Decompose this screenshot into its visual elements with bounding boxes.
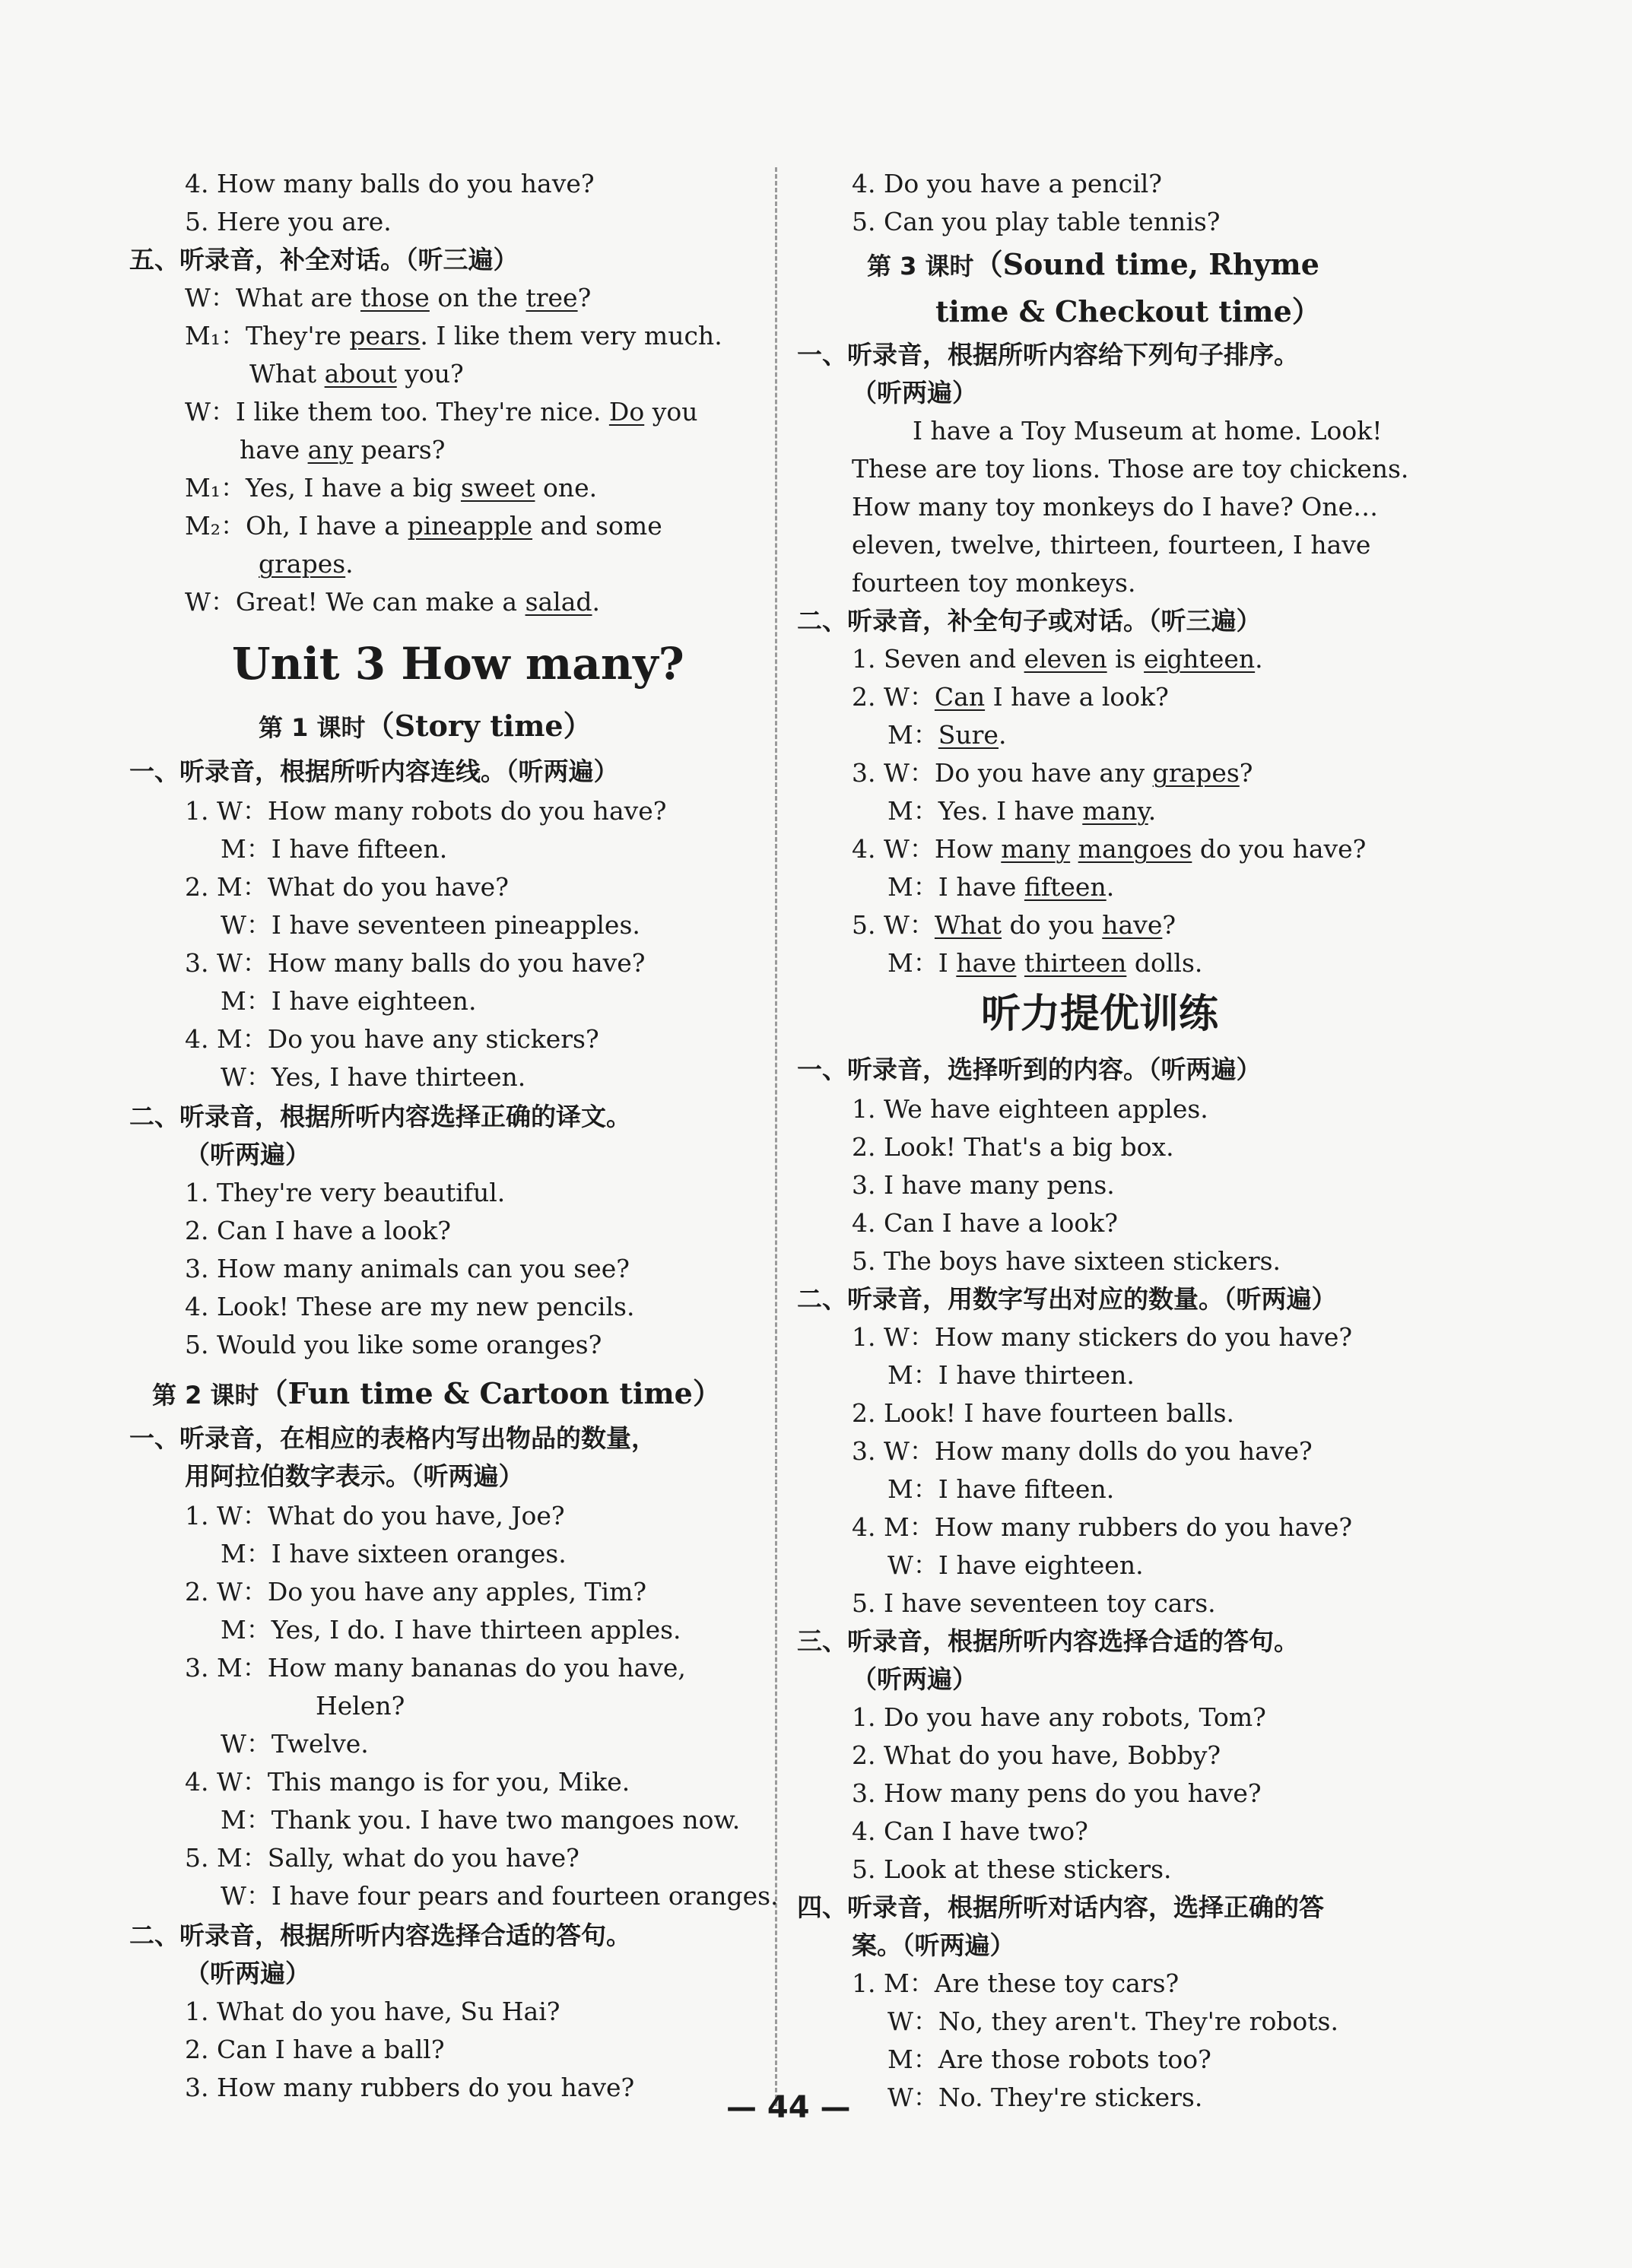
right-item-line: M：I have thirteen.	[887, 1360, 1135, 1390]
dialogue-line: W：What are those on the tree?	[185, 283, 592, 312]
section-heading-note: （听两遍）	[852, 1664, 977, 1694]
left-item-line: W：Twelve.	[221, 1729, 369, 1759]
right-item-line: 5. I have seventeen toy cars.	[852, 1588, 1216, 1618]
unit-title: Unit 3 How many?	[232, 638, 684, 690]
fill-line: 3. W：Do you have any grapes?	[852, 758, 1253, 788]
left-item-line: 5. Here you are.	[185, 207, 392, 236]
section-heading: 二、听录音，用数字写出对应的数量。（听两遍）	[797, 1284, 1337, 1314]
section-heading: 一、听录音，选择听到的内容。（听两遍）	[797, 1055, 1262, 1084]
left-item-line: W：I have four pears and fourteen oranges.	[221, 1881, 779, 1911]
page-number: — 44 —	[726, 2090, 851, 2125]
lesson-title-2: 第 2 课时（Fun time & Cartoon time）	[152, 1376, 722, 1410]
section-heading: 一、听录音，根据所听内容连线。（听两遍）	[129, 757, 619, 786]
paragraph-line: These are toy lions. Those are toy chickens.	[852, 454, 1409, 484]
column-divider	[775, 167, 777, 2106]
left-item-line: 5. Would you like some oranges?	[185, 1330, 602, 1359]
dialogue-line: W：Great! We can make a salad.	[185, 587, 601, 617]
right-item-line: 1. Do you have any robots, Tom?	[852, 1702, 1266, 1732]
right-item-line: M：Are those robots too?	[887, 2044, 1211, 2074]
section-heading-note: （听两遍）	[852, 378, 977, 408]
left-item-line: M：Yes, I do. I have thirteen apples.	[221, 1615, 681, 1645]
left-item-line: M：I have fifteen.	[221, 834, 448, 864]
right-item-line: 4. Can I have a look?	[852, 1208, 1118, 1238]
left-item-line: 3. M：How many bananas do you have,	[185, 1653, 686, 1683]
left-item-line: 3. W：How many balls do you have?	[185, 948, 646, 978]
left-item-line: W：Yes, I have thirteen.	[221, 1062, 526, 1092]
paragraph-line: I have a Toy Museum at home. Look!	[913, 416, 1383, 446]
section-heading: 一、听录音，根据所听内容给下列句子排序。	[797, 340, 1299, 370]
lesson-title-3-cont: time & Checkout time）	[935, 294, 1321, 328]
section-heading-cont: 案。（听两遍）	[852, 1930, 1015, 1960]
right-item-line: 5. Can you play table tennis?	[852, 207, 1221, 236]
paragraph-line: How many toy monkeys do I have? One…	[852, 492, 1379, 522]
right-item-line: W：I have eighteen.	[887, 1550, 1144, 1580]
left-item-line: 2. Can I have a look?	[185, 1216, 451, 1245]
right-item-line: 2. Look! I have fourteen balls.	[852, 1398, 1234, 1428]
section-heading: 二、听录音，根据所听内容选择正确的译文。	[129, 1102, 631, 1131]
dialogue-line: M₁：Yes, I have a big sweet one.	[185, 473, 598, 503]
dialogue-line: M₁：They're pears. I like them very much.	[185, 321, 722, 351]
dialogue-line: have any pears?	[240, 435, 446, 465]
fill-line: M：Sure.	[887, 720, 1007, 750]
right-item-line: W：No, they aren't. They're robots.	[887, 2006, 1338, 2036]
left-item-line: W：I have seventeen pineapples.	[221, 910, 640, 940]
right-item-line: 4. Can I have two?	[852, 1816, 1088, 1846]
left-item-line: 2. W：Do you have any apples, Tim?	[185, 1577, 647, 1607]
fill-line: M：Yes. I have many.	[887, 796, 1157, 826]
paragraph-line: eleven, twelve, thirteen, fourteen, I have	[852, 530, 1371, 560]
section-heading-wu: 五、听录音，补全对话。（听三遍）	[129, 245, 519, 274]
fill-line: M：I have thirteen dolls.	[887, 948, 1203, 978]
right-item-line: 3. W：How many dolls do you have?	[852, 1436, 1313, 1466]
right-item-line: 1. W：How many stickers do you have?	[852, 1322, 1353, 1352]
fill-line: 4. W：How many mangoes do you have?	[852, 834, 1367, 864]
left-item-line: M：I have eighteen.	[221, 986, 477, 1016]
left-item-line: 4. M：Do you have any stickers?	[185, 1024, 599, 1054]
section-heading-cont: 用阿拉伯数字表示。（听两遍）	[185, 1461, 524, 1491]
section-heading: 三、听录音，根据所听内容选择合适的答句。	[797, 1626, 1299, 1656]
section-heading-note: （听两遍）	[185, 1140, 310, 1169]
left-item-line: M：I have sixteen oranges.	[221, 1539, 567, 1569]
left-item-line: 4. How many balls do you have?	[185, 169, 595, 198]
right-item-line: 1. We have eighteen apples.	[852, 1094, 1208, 1124]
left-item-line: 1. They're very beautiful.	[185, 1178, 506, 1207]
paragraph-line: fourteen toy monkeys.	[852, 568, 1136, 598]
fill-line: 5. W：What do you have?	[852, 910, 1176, 940]
left-item-line: 4. Look! These are my new pencils.	[185, 1292, 635, 1321]
left-item-line: 1. W：What do you have, Joe?	[185, 1501, 565, 1531]
fill-line: 2. W：Can I have a look?	[852, 682, 1169, 712]
right-item-line: 4. M：How many rubbers do you have?	[852, 1512, 1353, 1542]
dialogue-line: grapes.	[259, 549, 354, 579]
right-item-line: 5. Look at these stickers.	[852, 1854, 1172, 1884]
right-item-line: W：No. They're stickers.	[887, 2082, 1203, 2112]
left-item-line: 1. W：How many robots do you have?	[185, 796, 667, 826]
left-item-line: 2. M：What do you have?	[185, 872, 509, 902]
dialogue-line: M₂：Oh, I have a pineapple and some	[185, 511, 662, 541]
right-item-line: 4. Do you have a pencil?	[852, 169, 1162, 198]
fill-line: 1. Seven and eleven is eighteen.	[852, 644, 1263, 674]
right-item-line: 2. Look! That's a big box.	[852, 1132, 1174, 1162]
section-heading: 二、听录音，补全句子或对话。（听三遍）	[797, 606, 1262, 636]
right-item-line: 3. How many pens do you have?	[852, 1778, 1262, 1808]
fill-line: M：I have fifteen.	[887, 872, 1115, 902]
lesson-title-3: 第 3 课时（Sound time, Rhyme	[867, 247, 1319, 281]
left-item-line: 3. How many animals can you see?	[185, 1254, 630, 1283]
right-item-line: 5. The boys have sixteen stickers.	[852, 1246, 1281, 1276]
section-heading: 二、听录音，根据所听内容选择合适的答句。	[129, 1921, 631, 1950]
right-item-line: M：I have fifteen.	[887, 1474, 1115, 1504]
section-title: 听力提优训练	[981, 991, 1219, 1037]
right-item-line: 3. I have many pens.	[852, 1170, 1115, 1200]
dialogue-line: What about you?	[249, 359, 464, 389]
left-item-line: 4. W：This mango is for you, Mike.	[185, 1767, 630, 1797]
left-item-line: 3. How many rubbers do you have?	[185, 2073, 635, 2102]
section-heading: 一、听录音，在相应的表格内写出物品的数量，	[129, 1423, 656, 1453]
left-item-line: 2. Can I have a ball?	[185, 2035, 445, 2064]
left-item-line: 1. What do you have, Su Hai?	[185, 1997, 560, 2026]
left-item-line: 5. M：Sally, what do you have?	[185, 1843, 579, 1873]
dialogue-line: W：I like them too. They're nice. Do you	[185, 397, 698, 427]
right-item-line: 1. M：Are these toy cars?	[852, 1968, 1180, 1998]
left-item-line: M：Thank you. I have two mangoes now.	[221, 1805, 741, 1835]
section-heading-note: （听两遍）	[185, 1959, 310, 1988]
left-item-line: Helen?	[316, 1691, 405, 1721]
right-item-line: 2. What do you have, Bobby?	[852, 1740, 1221, 1770]
section-heading: 四、听录音，根据所听对话内容，选择正确的答	[797, 1892, 1324, 1922]
lesson-title-1: 第 1 课时（Story time）	[259, 709, 592, 743]
